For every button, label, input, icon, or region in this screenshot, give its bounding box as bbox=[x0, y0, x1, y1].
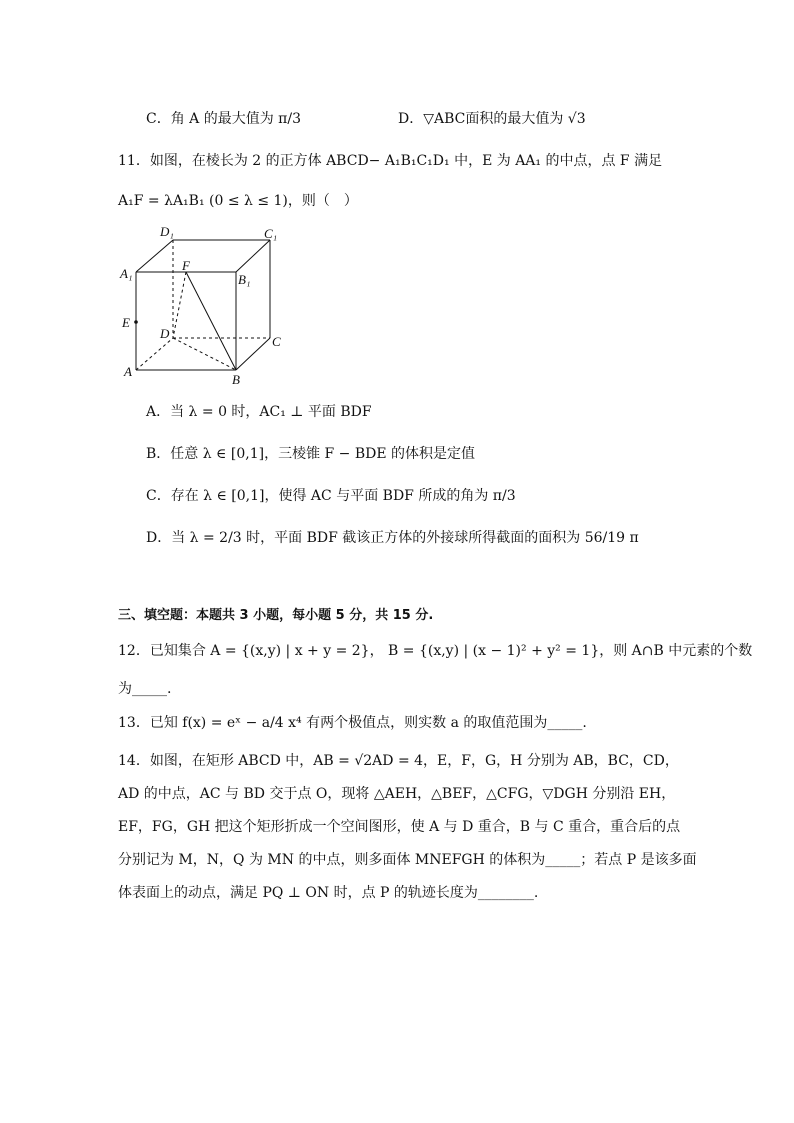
q10-option-d-source: D．▽ABC面积的最大值为 √3 bbox=[398, 111, 586, 127]
q12-line1: 12．已知集合 A = {(x,y) | x + y = 2}， B = {(x,y) | (x − 1)² + y² = 1}，则 A∩B 中元素的个数 bbox=[118, 643, 753, 659]
q14-line3: EF，FG，GH 把这个矩形折成一个空间图形，使 A 与 D 重合，B 与 C 重合，重合后的点 bbox=[118, 819, 681, 835]
label-c: C bbox=[272, 334, 281, 349]
q11-stem-line1: 11．如图，在棱长为 2 的正方体 ABCD− A₁B₁C₁D₁ 中，E 为 AA₁ 的中点，点 F 满足 bbox=[118, 153, 663, 169]
q12-line2: 为_____. bbox=[118, 681, 172, 697]
q11-stem-line2: A₁F = λA₁B₁ (0 ≤ λ ≤ 1)，则（ ） bbox=[118, 193, 358, 209]
q11-option-b: B．任意 λ ∈ [0,1]，三棱锥 F − BDE 的体积是定值 bbox=[146, 446, 476, 462]
q14-line2: AD 的中点，AC 与 BD 交于点 O，现将 △AEH，△BEF，△CFG，▽DGH 分别沿 EH， bbox=[118, 786, 676, 802]
section3-heading: 三、填空题：本题共 3 小题，每小题 5 分，共 15 分. bbox=[118, 608, 434, 623]
label-c1: C₁ bbox=[264, 226, 278, 241]
segment-f-b bbox=[186, 272, 236, 370]
q14-line5: 体表面上的动点，满足 PQ ⊥ ON 时，点 P 的轨迹长度为________. bbox=[118, 885, 539, 901]
segment-d-b bbox=[173, 338, 236, 370]
q13-line1: 13．已知 f(x) = eˣ − a/4 x⁴ 有两个极值点，则实数 a 的取值范围为_____. bbox=[118, 715, 587, 731]
q11-option-c: C．存在 λ ∈ [0,1]，使得 AC 与平面 BDF 所成的角为 π/3 bbox=[146, 488, 516, 504]
edge-a1-d1 bbox=[136, 240, 173, 272]
q11-option-d: D．当 λ = 2/3 时，平面 BDF 截该正方体的外接球所得截面的面积为 56/19 π bbox=[146, 530, 639, 546]
label-a: A bbox=[124, 364, 132, 379]
edge-b-c bbox=[236, 338, 270, 370]
label-e: E bbox=[122, 315, 130, 330]
label-f: F bbox=[182, 258, 190, 273]
q11-option-a: A．当 λ = 0 时，AC₁ ⊥ 平面 BDF bbox=[146, 404, 372, 420]
segment-f-d bbox=[173, 272, 186, 338]
cube-figure bbox=[118, 222, 288, 388]
q14-line4: 分别记为 M，N，Q 为 MN 的中点，则多面体 MNEFGH 的体积为_____；若点 P 是该多面 bbox=[118, 852, 697, 868]
label-a1: A₁ bbox=[120, 266, 133, 281]
label-d: D bbox=[160, 326, 170, 341]
label-b: B bbox=[232, 372, 240, 387]
label-b1: B₁ bbox=[238, 272, 251, 287]
edge-b1-c1 bbox=[236, 240, 270, 272]
edge-a-d bbox=[136, 338, 173, 370]
label-d1: D₁ bbox=[160, 224, 174, 239]
q14-line1: 14．如图，在矩形 ABCD 中，AB = √2AD = 4，E，F，G，H 分别为 AB，BC，CD， bbox=[118, 753, 679, 769]
q10-option-c-source: C．角 A 的最大值为 π/3 bbox=[146, 111, 301, 127]
point-e bbox=[134, 320, 138, 324]
